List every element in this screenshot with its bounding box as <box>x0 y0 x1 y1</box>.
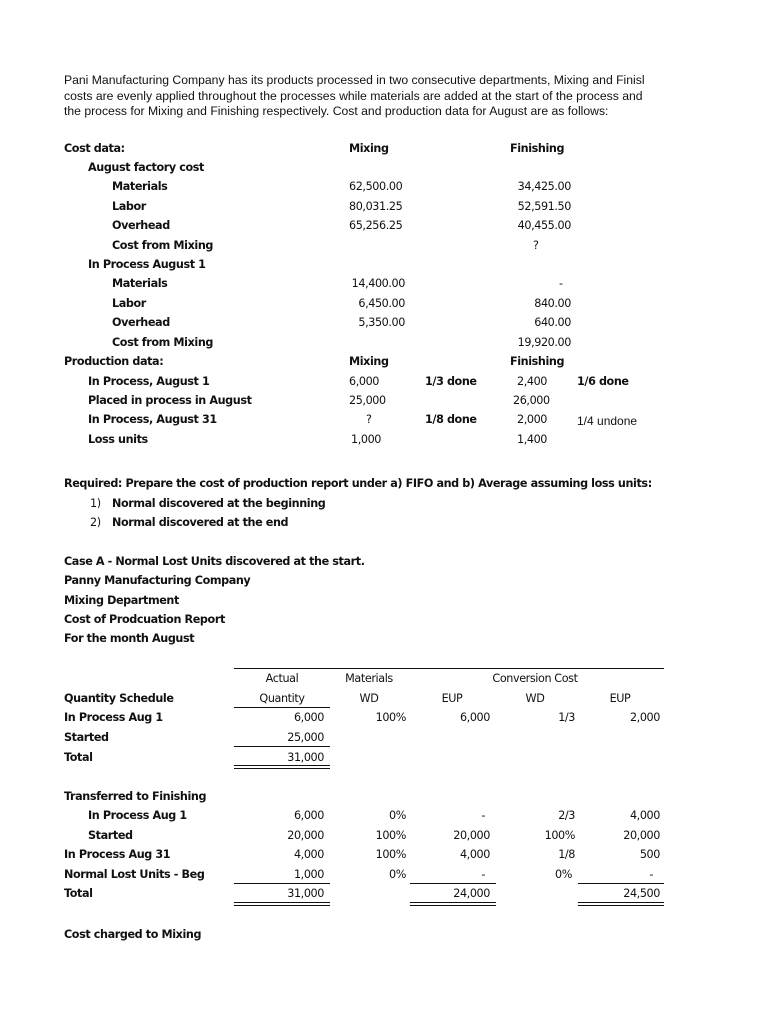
tf-row-label: In Process Aug 1 <box>88 809 187 822</box>
production-row-finishing-stage: 1/4 undone <box>577 414 638 428</box>
required-item-text: Normal discovered at the beginning <box>112 497 326 510</box>
quantity-schedule-label: Quantity Schedule <box>64 692 174 705</box>
qs-row-materials-wd: 100% <box>375 711 406 724</box>
qs-row-materials-eup: 6,000 <box>459 711 490 724</box>
qs-row-quantity: 31,000 <box>287 751 324 764</box>
aug-finishing-labor: 52,591.50 <box>517 200 571 213</box>
production-row-label: Placed in process in August <box>88 394 252 407</box>
aug-mixing-labor: 80,031.25 <box>349 200 403 213</box>
inproc-mixing-materials: 14,400.00 <box>351 277 405 290</box>
production-row-finishing: 1,400 <box>517 433 548 446</box>
tf-conversion-double-rule <box>578 902 664 906</box>
tf-row-conversion-eup: - <box>649 868 653 881</box>
qs-total-double-rule <box>234 765 330 769</box>
inproc-overhead-label: Overhead <box>112 316 170 329</box>
in-process-aug1-label: In Process August 1 <box>88 258 206 271</box>
case-department: Mixing Department <box>64 594 179 607</box>
tf-row-conversion-eup: 500 <box>639 848 660 861</box>
case-company: Panny Manufacturing Company <box>64 574 251 587</box>
header-materials-eup: EUP <box>441 692 463 705</box>
transferred-label: Transferred to Finishing <box>64 790 207 803</box>
qs-row-quantity: 6,000 <box>293 711 324 724</box>
case-title: Case A - Normal Lost Units discovered at the start. <box>64 555 365 568</box>
production-data-heading: Production data: <box>64 355 164 368</box>
table-top-rule <box>234 668 664 669</box>
inproc-cost-from-mixing-label: Cost from Mixing <box>112 336 214 349</box>
header-conversion-eup: EUP <box>609 692 631 705</box>
production-row-label: In Process, August 31 <box>88 413 217 426</box>
inproc-materials-label: Materials <box>112 277 168 290</box>
tf-conversion-rule <box>578 883 664 884</box>
quantity-header-rule <box>234 707 330 708</box>
aug-mixing-materials: 62,500.00 <box>349 180 403 193</box>
inproc-labor-label: Labor <box>112 297 146 310</box>
required-item-number: 2) <box>90 516 101 529</box>
required-text: Required: Prepare the cost of production report under a) FIFO and b) Average assuming loss units: <box>64 477 652 490</box>
intro-line-3: the process for Mixing and Finishing respectively. Cost and production data for August are as follows: <box>64 104 609 119</box>
production-row-mixing-stage: 1/8 done <box>425 413 477 426</box>
qs-row-conversion-eup: 2,000 <box>629 711 660 724</box>
header-conversion-cost: Conversion Cost <box>492 672 578 685</box>
production-row-mixing: 25,000 <box>349 394 386 407</box>
header-actual: Actual <box>265 672 299 685</box>
aug-labor-label: Labor <box>112 200 146 213</box>
production-row-mixing: 1,000 <box>351 433 382 446</box>
tf-row-quantity: 20,000 <box>287 829 324 842</box>
qs-row-label: Total <box>64 751 93 764</box>
tf-row-materials-eup: - <box>481 868 485 881</box>
inproc-finishing-materials: - <box>559 277 563 290</box>
tf-row-materials-wd: 100% <box>375 848 406 861</box>
tf-row-label: Total <box>64 887 93 900</box>
case-period: For the month August <box>64 632 195 645</box>
inproc-finishing-labor: 840.00 <box>534 297 571 310</box>
qs-row-conversion-wd: 1/3 <box>558 711 575 724</box>
aug-materials-label: Materials <box>112 180 168 193</box>
tf-row-quantity: 4,000 <box>293 848 324 861</box>
tf-row-materials-wd: 0% <box>389 868 406 881</box>
tf-materials-rule <box>410 883 496 884</box>
production-row-mixing: 6,000 <box>349 375 380 388</box>
cost-col-mixing: Mixing <box>349 142 389 155</box>
tf-row-quantity: 31,000 <box>287 887 324 900</box>
intro-line-2: costs are evenly applied throughout the processes while materials are added at the start of the process and <box>64 88 643 103</box>
inproc-finishing-cost-from-mixing: 19,920.00 <box>517 336 571 349</box>
tf-row-conversion-wd: 0% <box>555 868 572 881</box>
intro-paragraph <box>64 73 704 120</box>
inproc-finishing-overhead: 640.00 <box>534 316 571 329</box>
production-row-finishing: 2,000 <box>517 413 548 426</box>
inproc-mixing-labor: 6,450.00 <box>358 297 405 310</box>
production-row-finishing: 26,000 <box>513 394 550 407</box>
tf-quantity-rule <box>234 883 330 884</box>
qs-row-label: Started <box>64 731 109 744</box>
required-item-number: 1) <box>90 497 101 510</box>
cost-col-finishing: Finishing <box>510 142 565 155</box>
production-row-label: Loss units <box>88 433 148 446</box>
header-quantity: Quantity <box>259 692 305 705</box>
production-col-mixing: Mixing <box>349 355 389 368</box>
august-factory-cost-label: August factory cost <box>88 161 205 174</box>
tf-materials-double-rule <box>410 902 496 906</box>
header-materials: Materials <box>345 672 393 685</box>
aug-finishing-overhead: 40,455.00 <box>517 219 571 232</box>
tf-row-materials-eup: 20,000 <box>453 829 490 842</box>
tf-quantity-double-rule <box>234 902 330 906</box>
tf-row-quantity: 1,000 <box>293 868 324 881</box>
production-row-label: In Process, August 1 <box>88 375 210 388</box>
header-conversion-wd: WD <box>525 692 545 705</box>
cost-data-heading: Cost data: <box>64 142 125 155</box>
production-col-finishing: Finishing <box>510 355 565 368</box>
tf-row-materials-eup: 4,000 <box>459 848 490 861</box>
qs-row-quantity: 25,000 <box>287 731 324 744</box>
cost-charged-label: Cost charged to Mixing <box>64 928 202 941</box>
tf-row-conversion-wd: 100% <box>544 829 575 842</box>
aug-cost-from-mixing-label: Cost from Mixing <box>112 239 214 252</box>
inproc-mixing-overhead: 5,350.00 <box>358 316 405 329</box>
tf-row-materials-wd: 100% <box>375 829 406 842</box>
tf-row-conversion-eup: 24,500 <box>623 887 660 900</box>
tf-row-materials-eup: 24,000 <box>453 887 490 900</box>
aug-finishing-materials: 34,425.00 <box>517 180 571 193</box>
tf-row-label: Started <box>88 829 133 842</box>
production-row-mixing: ? <box>366 413 372 426</box>
tf-row-conversion-wd: 2/3 <box>558 809 575 822</box>
tf-row-conversion-eup: 4,000 <box>629 809 660 822</box>
tf-row-quantity: 6,000 <box>293 809 324 822</box>
production-row-finishing: 2,400 <box>517 375 548 388</box>
aug-overhead-label: Overhead <box>112 219 170 232</box>
required-item-text: Normal discovered at the end <box>112 516 289 529</box>
tf-row-label: In Process Aug 31 <box>64 848 171 861</box>
qs-row-label: In Process Aug 1 <box>64 711 163 724</box>
tf-row-conversion-eup: 20,000 <box>623 829 660 842</box>
production-row-mixing-stage: 1/3 done <box>425 375 477 388</box>
qs-subtotal-rule <box>234 746 330 747</box>
production-row-finishing-stage: 1/6 done <box>577 375 629 388</box>
aug-finishing-cost-from-mixing: ? <box>533 239 539 252</box>
header-materials-wd: WD <box>359 692 379 705</box>
case-report-title: Cost of Prodcuation Report <box>64 613 225 626</box>
tf-row-materials-eup: - <box>481 809 485 822</box>
tf-row-conversion-wd: 1/8 <box>558 848 575 861</box>
intro-line-1: Pani Manufacturing Company has its products processed in two consecutive departments, Mixing and Finisl <box>64 73 645 87</box>
tf-row-materials-wd: 0% <box>389 809 406 822</box>
aug-mixing-overhead: 65,256.25 <box>349 219 403 232</box>
tf-row-label: Normal Lost Units - Beg <box>64 868 205 881</box>
